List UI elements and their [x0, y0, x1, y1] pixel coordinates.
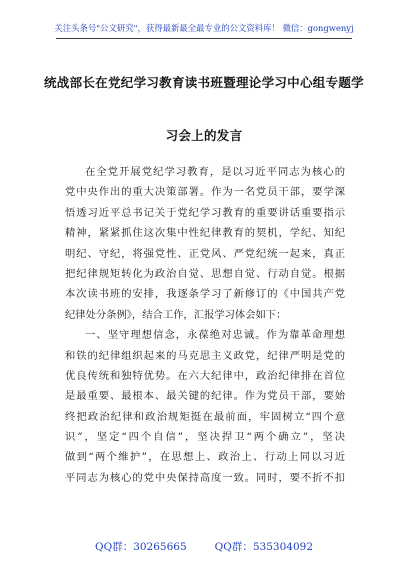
footer-qq-group-2: QQ群：535304092	[214, 541, 313, 553]
header-banner: 关注头条号"公文研究"，获得最新最全最专业的公文资料库！ 微信：gongwenyj	[54, 23, 354, 33]
body-line: 做到“两个维护”，在思想上、政治上、行动上同以习近	[65, 451, 345, 464]
document-title-line-2: 习会上的发言	[165, 128, 243, 143]
body-line: 平同志为核心的党中央保持高度一致。同时，要不折不扣	[65, 471, 345, 484]
footer-qq-group-1: QQ群：30265665	[94, 541, 187, 553]
body-line: 精神，紧紧抓住这次集中性纪律教育的契机，学纪、知纪	[65, 227, 345, 240]
footer-contact	[0, 539, 408, 554]
body-line: 识”，坚定“四个自信”，坚决捍卫“两个确立”，坚决	[65, 431, 345, 444]
body-line: 纪律处分条例》，结合工作，汇报学习体会如下：	[65, 308, 287, 321]
document-title-line-1: 统战部长在党纪学习教育读书班暨理论学习中心组专题学	[43, 75, 364, 90]
body-line: 终把政治纪律和政治规矩挺在最前面，牢固树立“四个意	[65, 410, 345, 423]
body-line: 优良传统和独特优势。在六大纪律中，政治纪律排在首位	[65, 369, 345, 382]
body-line: 和铁的纪律组织起来的马克思主义政党，纪律严明是党的	[65, 349, 345, 362]
body-line: 一、坚守理想信念，永葆绝对忠诚。作为靠革命理想	[85, 329, 345, 342]
body-line: 是最重要、最根本、最关键的纪律。作为党员干部，要始	[65, 390, 345, 403]
body-line: 悟透习近平总书记关于党纪学习教育的重要讲话重要指示	[65, 206, 345, 219]
header-divider	[56, 38, 352, 39]
body-line: 明纪、守纪，将强党性、正党风、严党纪统一起来，真正	[65, 247, 345, 260]
body-line: 党中央作出的重大决策部署。作为一名党员干部，要学深	[65, 186, 345, 199]
body-line: 把纪律规矩转化为政治自觉、思想自觉、行动自觉。根据	[65, 267, 345, 280]
body-line: 在全党开展党纪学习教育，是以习近平同志为核心的	[85, 166, 345, 178]
body-line: 本次读书班的安排，我逐条学习了新修订的《中国共产党	[65, 288, 345, 301]
document-body	[65, 162, 345, 488]
